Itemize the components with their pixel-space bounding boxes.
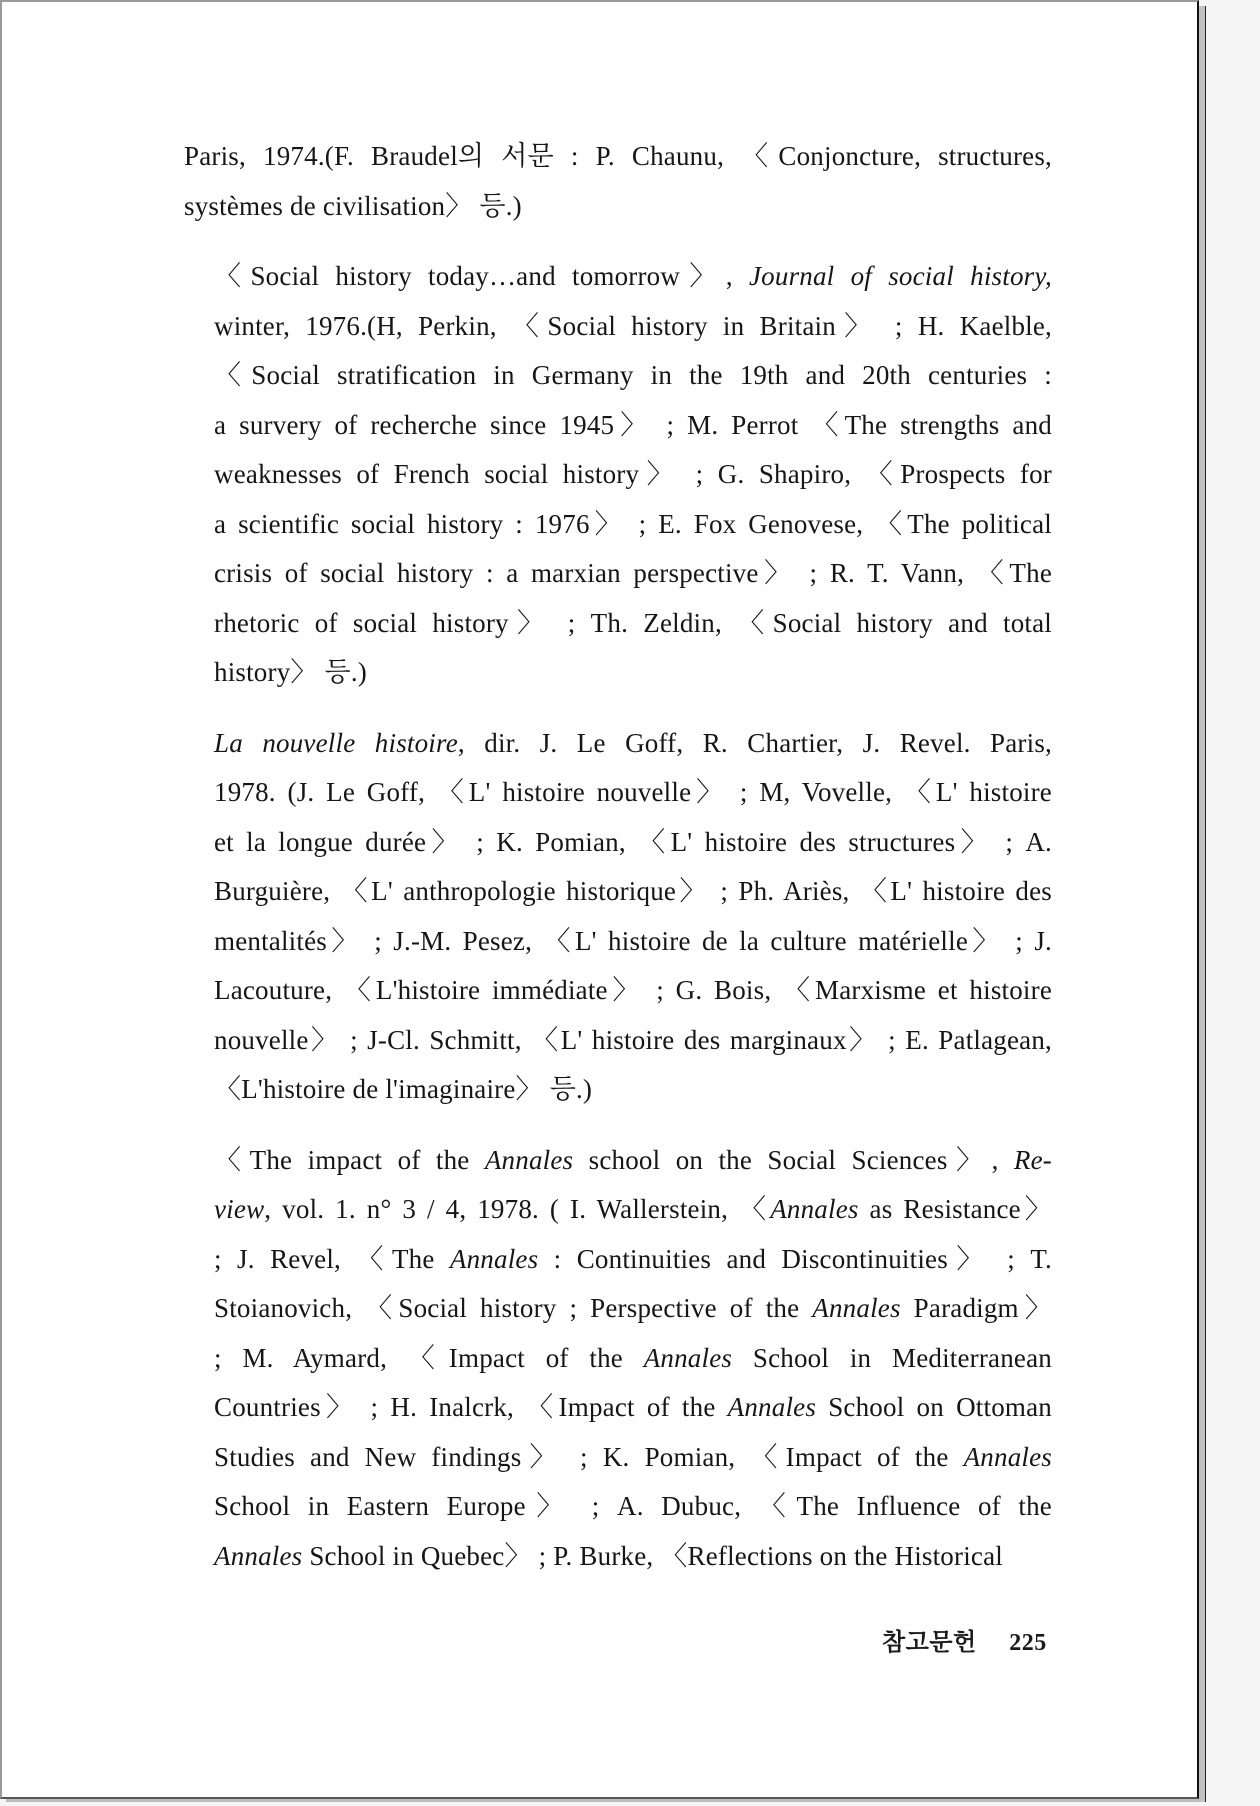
entry-line: history〉 등.) (214, 657, 367, 687)
entry-line: Paris, 1974.(F. Braudel의 서문 : P. Chaunu, 〈Conjoncture, structures, (184, 141, 1052, 171)
entry-line: Countries〉 ; H. Inalcrk, 〈Impact of the Annales School on Ottoman (214, 1392, 1052, 1422)
bibliography-entry (184, 132, 1052, 231)
entry-line: crisis of social history : a marxian perspective〉 ; R. T. Vann, 〈The (214, 558, 1052, 588)
entry-line: mentalités〉 ; J.-M. Pesez, 〈L' histoire de la culture matérielle〉 ; J. (214, 925, 1052, 956)
entry-line: Lacouture, 〈L'histoire immédiate〉 ; G. Bois, 〈Marxisme et histoire (214, 975, 1052, 1005)
entry-line: 1978. (J. Le Goff, 〈L' histoire nouvelle〉 ; M, Vovelle, 〈L' histoire (214, 777, 1052, 807)
entry-line: 〈The impact of the Annales school on the Social Sciences〉, Re- (214, 1144, 1052, 1175)
entry-line: a survery of recherche since 1945〉 ; M. Perrot 〈The strengths and (214, 409, 1052, 440)
entry-line: Burguière, 〈L' anthropologie historique〉 ; Ph. Ariès, 〈L' histoire des (214, 876, 1052, 906)
entry-line: Studies and New findings〉 ; K. Pomian, 〈Impact of the Annales (214, 1441, 1052, 1472)
entry-line: 〈Social stratification in Germany in the 19th and 20th centuries : (214, 360, 1052, 390)
entry-line: Stoianovich, 〈Social history ; Perspective of the Annales Paradigm〉 (214, 1293, 1052, 1323)
entry-line: 〈Social history today…and tomorrow〉, Journal of social history, (214, 261, 1052, 291)
bibliography-entry (184, 1136, 1052, 1582)
entry-line: winter, 1976.(H, Perkin, 〈Social history in Britain〉 ; H. Kaelble, (214, 310, 1052, 341)
section-label: 참고문헌 (882, 1630, 977, 1656)
entry-line: et la longue durée〉 ; K. Pomian, 〈L' histoire des structures〉 ; A. (214, 826, 1052, 857)
entry-line: ; M. Aymard, 〈Impact of the Annales School in Mediterranean (214, 1342, 1052, 1373)
entry-line: a scientific social history : 1976〉 ; E. Fox Genovese, 〈The political (214, 508, 1052, 539)
entry-line: weaknesses of French social history〉 ; G. Shapiro, 〈Prospects for (214, 459, 1052, 489)
entry-line: nouvelle〉 ; J-Cl. Schmitt, 〈L' histoire des marginaux〉 ; E. Patlagean, (214, 1024, 1052, 1055)
entry-line: systèmes de civilisation〉 등.) (184, 190, 522, 221)
entry-line: School in Eastern Europe〉 ; A. Dubuc, 〈The Influence of the (214, 1491, 1052, 1521)
bibliography-entry (184, 252, 1052, 698)
bibliography-content (184, 132, 1052, 1602)
entry-line: 〈L'histoire de l'imaginaire〉 등.) (214, 1074, 593, 1104)
entry-line: view, vol. 1. n° 3 / 4, 1978. ( I. Wallerstein, 〈Annales as Resistance〉 (214, 1194, 1053, 1224)
entry-line: ; J. Revel, 〈The Annales : Continuities and Discontinuities〉 ; T. (214, 1243, 1052, 1274)
bibliography-entry (184, 719, 1052, 1115)
page-edge (1199, 6, 1206, 1802)
entry-line: Annales School in Quebec〉 ; P. Burke, 〈Reflections on the Historical (214, 1540, 1003, 1571)
entry-line: La nouvelle histoire, dir. J. Le Goff, R. Chartier, J. Revel. Paris, (214, 727, 1052, 758)
page-number: 225 (1009, 1630, 1047, 1656)
entry-line: rhetoric of social history〉 ; Th. Zeldin, 〈Social history and total (214, 607, 1052, 638)
page-footer (882, 1622, 1047, 1657)
